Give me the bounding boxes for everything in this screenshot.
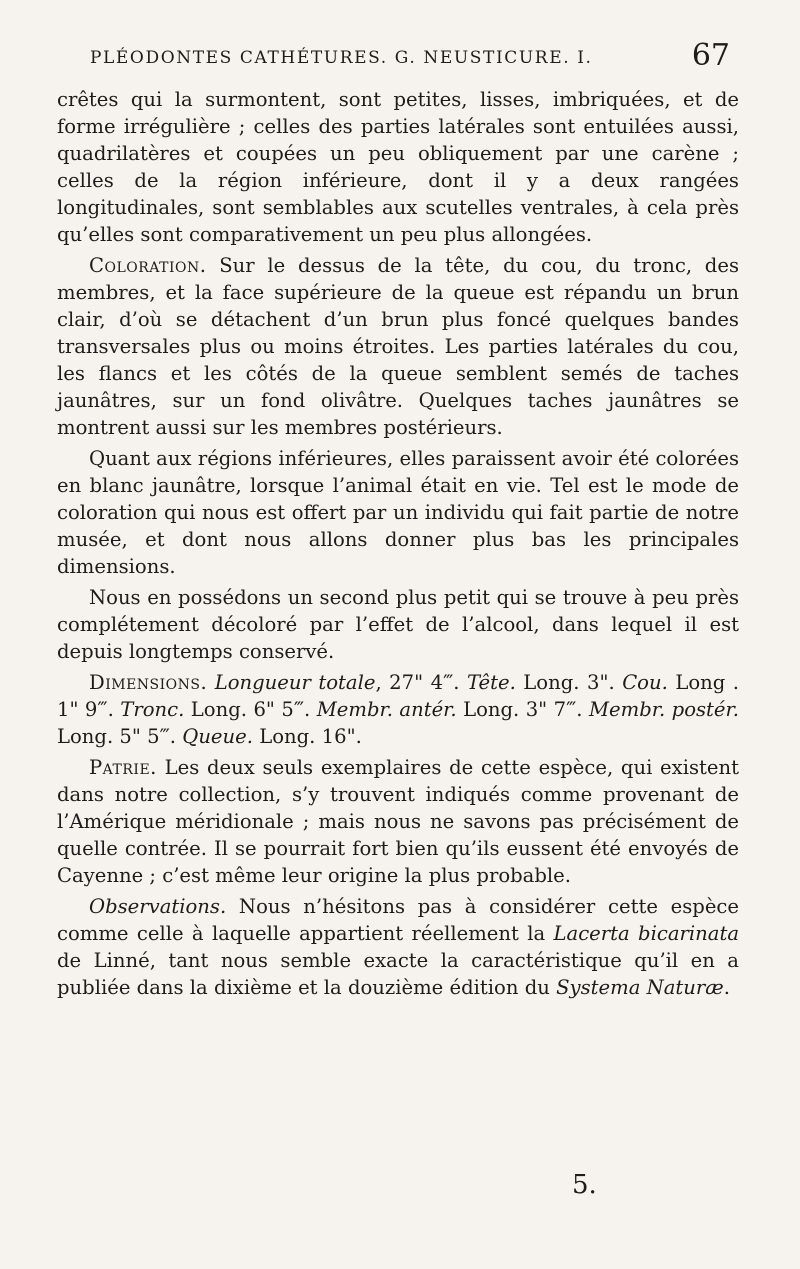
coloration-text: Sur le dessus de la tête, du cou, du tronc, des membres, et la face supérieure de la queue est répandu un brun clair, d’où se détachent d’un brun plus foncé quelques bandes transversales plus ou moins étroites. Les parties latérales du cou, les flancs et les côtés de la queue semblent semés de taches jaunâtres, sur un fond olivâtre. Quelques taches jaunâtres se montrent aussi sur les membres postérieurs. [57, 254, 739, 439]
dimension-label-hind-limbs: Membr. postér. [588, 698, 739, 721]
paragraph-patrie [57, 754, 739, 889]
dimension-label-front-limbs: Membr. antér. [316, 698, 457, 721]
paragraph-scales [57, 86, 739, 248]
paragraph-second-specimen [57, 584, 739, 665]
dimension-label-neck: Cou. [622, 671, 668, 694]
observations-heading: Observations. [89, 895, 227, 918]
body-text [57, 86, 739, 1005]
paragraph-dimensions [57, 669, 739, 750]
dimension-value-head: Long. 3". [515, 671, 623, 694]
dimensions-heading: Dimensions. [89, 671, 208, 694]
observations-text-2: de Linné, tant nous semble exacte la caractéristique qu’il en a publiée dans la dixième et la douzième édition du [57, 949, 739, 999]
dimension-value-total: , 27" 4‴. [375, 671, 467, 694]
page-header [90, 38, 730, 78]
paragraph-lower-regions [57, 445, 739, 580]
signature-mark: 5. [572, 1170, 597, 1200]
patrie-heading: Patrie. [89, 756, 157, 779]
observations-text-1: Nous n’hésitons pas à considérer cette espèce comme celle à laquelle appartient réellement la [57, 895, 739, 945]
paragraph-coloration [57, 252, 739, 441]
dimension-label-trunk: Tronc. [120, 698, 185, 721]
lower-regions-text: Quant aux régions inférieures, elles paraissent avoir été colorées en blanc jaunâtre, lorsque l’animal était en vie. Tel est le mode de coloration qui nous est offert par un individu qui fait partie de notre musée, et dont nous allons donner plus bas les principales dimensions. [57, 447, 739, 578]
patrie-text: Les deux seuls exemplaires de cette espèce, qui existent dans notre collection, s’y trouvent indiqués comme provenant de l’Amérique méridionale ; mais nous ne savons pas précisément de quelle contrée. Il se pourrait fort bien qu’ils eussent été envoyés de Cayenne ; c’est même leur origine la plus probable. [57, 756, 739, 887]
paragraph-scales-text: crêtes qui la surmontent, sont petites, lisses, imbriquées, et de forme irrégulière ; celles des parties latérales sont entuilées aussi, quadrilatères et coupées un peu obliquement par une carène ; celles de la région inférieure, dont il y a deux rangées longitudinales, sont semblables aux scutelles ventrales, à cela près qu’elles sont comparativement un peu plus allongées. [57, 88, 739, 246]
paragraph-observations [57, 893, 739, 1001]
dimension-label-head: Tête. [466, 671, 516, 694]
dimension-value-front-limbs: Long. 3" 7‴. [456, 698, 589, 721]
observations-text-3: . [723, 976, 730, 999]
species-name-lacerta-bicarinata: Lacerta bicarinata [553, 922, 739, 945]
coloration-heading: Coloration. [89, 254, 207, 277]
dimension-value-neck: Long . 1" 9‴. [57, 671, 739, 721]
dimension-value-hind-limbs: Long. 5" 5‴. [57, 725, 183, 748]
dimension-value-tail: Long. 16". [252, 725, 362, 748]
dimension-value-trunk: Long. 6" 5‴. [184, 698, 317, 721]
dimension-label-tail: Queue. [182, 725, 253, 748]
second-specimen-text: Nous en possédons un second plus petit qui se trouve à peu près complétement décoloré par l’effet de l’alcool, dans lequel il est depuis longtemps conservé. [57, 586, 739, 663]
dimension-label-total: Longueur totale [207, 671, 376, 694]
running-head: PLÉODONTES CATHÉTURES. G. NEUSTICURE. I. [90, 48, 593, 68]
page-number: 67 [691, 38, 730, 73]
work-title-systema-naturae: Systema Naturæ [556, 976, 724, 999]
